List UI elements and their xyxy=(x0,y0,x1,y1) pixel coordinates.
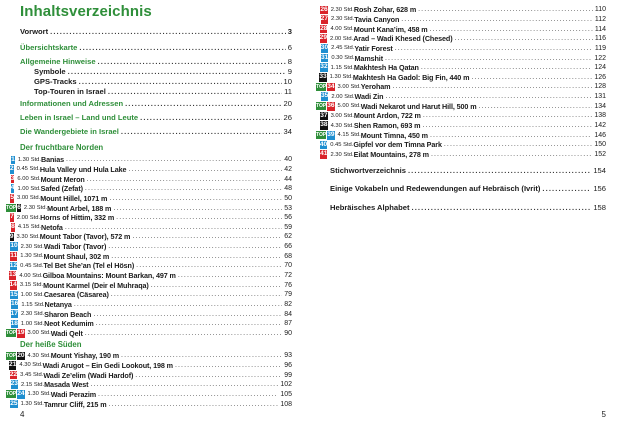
tour-page: 99 xyxy=(284,371,292,379)
right-page xyxy=(314,0,620,423)
tour-number-badge: 12 xyxy=(9,261,18,269)
tour-row-12[interactable] xyxy=(6,261,292,271)
tour-duration: 4.30 Std. xyxy=(330,122,354,129)
tour-row-13[interactable] xyxy=(6,271,292,281)
tour-page: 44 xyxy=(284,175,292,183)
tour-row-24[interactable] xyxy=(6,390,292,400)
tour-number-badge: 27 xyxy=(320,15,329,23)
tour-duration: 3.15 Std. xyxy=(19,282,44,289)
dot-leader xyxy=(385,93,592,100)
tour-page: 62 xyxy=(284,233,292,241)
dot-leader xyxy=(385,55,592,62)
dot-leader xyxy=(421,64,592,71)
tour-row-22[interactable] xyxy=(6,370,292,380)
tour-name: Mount Arbel, 188 m xyxy=(47,203,112,213)
tour-duration: 5.00 Std. xyxy=(337,103,361,110)
tour-page: 72 xyxy=(284,272,292,280)
dot-leader xyxy=(93,311,282,318)
tour-page: 50 xyxy=(284,194,292,202)
tour-number-badge: 25 xyxy=(10,399,18,407)
dot-leader xyxy=(422,122,592,129)
tour-page: 114 xyxy=(594,25,606,33)
toc-entry-gps-tracks[interactable]: GPS-Tracks ..... 10 xyxy=(34,77,292,87)
top-badge: TOP xyxy=(316,83,327,90)
tour-duration: 1.00 Std. xyxy=(17,185,41,192)
tour-number-badge: 35 xyxy=(320,92,329,100)
tour-number-badge: 15 xyxy=(10,290,18,298)
tour-number-badge: 33 xyxy=(319,73,327,81)
tour-duration: 2.15 Std. xyxy=(20,381,45,388)
dot-leader xyxy=(111,291,282,298)
tour-name: Gipfel vor dem Timna Park xyxy=(353,140,442,150)
dot-leader xyxy=(430,26,593,33)
tour-row-35[interactable] xyxy=(316,92,606,102)
tour-number-badge: 32 xyxy=(320,63,328,71)
tour-page: 105 xyxy=(280,390,292,398)
tour-name: Wadi Nekarot und Harut Hill, 500 m xyxy=(360,101,477,111)
tour-duration: 0.45 Std. xyxy=(330,141,354,148)
tour-name: Mamshit xyxy=(354,53,383,63)
tour-page: 112 xyxy=(594,15,606,23)
dot-leader xyxy=(444,141,592,148)
tour-duration: 2.00 Std. xyxy=(331,93,355,100)
tour-name: Wadi Arugot – Ein Gedi Lookout, 198 m xyxy=(42,360,173,370)
tour-duration: 1.30 Std. xyxy=(20,253,44,260)
tour-number-badge: 24 xyxy=(17,390,25,398)
tour-duration: 1.00 Std. xyxy=(20,291,44,298)
tour-row-5[interactable] xyxy=(6,194,292,204)
tour-number-badge: 14 xyxy=(9,280,17,288)
tour-duration: 1.15 Std. xyxy=(330,64,354,71)
tour-row-9[interactable] xyxy=(6,232,292,242)
tour-row-37[interactable] xyxy=(316,111,606,121)
tour-row-36[interactable] xyxy=(316,102,606,112)
tour-row-38[interactable] xyxy=(316,121,606,131)
tour-duration: 3.00 Std. xyxy=(330,112,354,119)
dot-leader xyxy=(108,243,282,250)
left-page xyxy=(0,0,306,423)
tour-name: Mount Ardon, 722 m xyxy=(353,111,421,121)
tour-duration: 3.00 Std. xyxy=(337,83,361,90)
tour-page: 82 xyxy=(284,301,292,309)
tour-row-27[interactable] xyxy=(316,15,606,25)
tour-row-18[interactable] xyxy=(6,319,292,329)
tour-number-badge: 1 xyxy=(11,155,15,163)
dot-leader xyxy=(423,112,592,119)
tour-number-badge: 38 xyxy=(320,121,328,129)
dot-leader xyxy=(108,401,278,408)
tour-row-17[interactable] xyxy=(6,309,292,319)
tour-duration: 4.15 Std. xyxy=(337,132,361,139)
tour-page: 59 xyxy=(284,223,292,231)
tour-row-34[interactable] xyxy=(316,82,606,92)
tour-name: Tamrur Cliff, 215 m xyxy=(43,399,107,409)
tour-duration: 3.45 Std. xyxy=(20,372,44,379)
tour-duration: 1.15 Std. xyxy=(21,301,45,308)
tour-row-7[interactable] xyxy=(6,213,292,223)
tour-row-8[interactable] xyxy=(6,223,292,233)
tour-number-badge: 10 xyxy=(10,242,18,250)
tour-page: 48 xyxy=(284,185,292,193)
tour-page: 102 xyxy=(280,381,292,389)
tour-number-badge: 26 xyxy=(320,5,328,13)
tour-name: Wadi Zin xyxy=(354,92,384,102)
tour-number-badge: 40 xyxy=(319,140,328,148)
tour-row-26[interactable] xyxy=(316,5,606,15)
tour-number-badge: 7 xyxy=(10,213,14,221)
dot-leader xyxy=(85,330,282,337)
tour-row-29[interactable] xyxy=(316,34,606,44)
tour-row-11[interactable] xyxy=(6,252,292,262)
tour-page: 68 xyxy=(284,252,292,260)
page-number-right: 5 xyxy=(601,410,606,419)
tour-page: 142 xyxy=(594,122,606,130)
tour-duration: 4.15 Std. xyxy=(17,224,42,231)
dot-leader xyxy=(455,35,593,42)
dot-leader xyxy=(136,262,282,269)
tour-name: Wadi Qelt xyxy=(50,328,83,338)
dot-leader xyxy=(87,176,283,183)
tour-duration: 1.30 Std. xyxy=(20,401,44,408)
tour-page: 93 xyxy=(284,352,292,360)
tour-duration: 6.00 Std. xyxy=(17,176,41,183)
tour-number-badge: 19 xyxy=(17,329,25,337)
tour-page: 116 xyxy=(594,35,606,43)
tour-number-badge: 36 xyxy=(327,102,335,109)
page-gutter xyxy=(306,0,314,423)
dot-leader xyxy=(132,233,282,240)
tour-name: Wadi Ze’elim (Wadi Hardof) xyxy=(43,370,134,380)
tour-number-badge: 8 xyxy=(11,223,15,231)
dot-leader xyxy=(418,6,593,13)
tour-number-badge: 41 xyxy=(320,150,328,158)
tour-page: 96 xyxy=(284,361,292,369)
top-badge: TOP xyxy=(6,352,17,359)
tour-number-badge: 2 xyxy=(9,165,14,173)
tour-page: 152 xyxy=(594,151,606,159)
tour-duration: 3.00 Std. xyxy=(27,330,51,337)
tour-name: Mount Timna, 450 m xyxy=(360,130,428,140)
dot-leader xyxy=(471,74,592,81)
tour-number-badge: 34 xyxy=(327,82,335,90)
tour-name: Rosh Zohar, 628 m xyxy=(353,5,417,15)
top-badge: TOP xyxy=(6,330,17,337)
top-badge: TOP xyxy=(6,205,17,212)
dot-leader xyxy=(113,205,282,212)
tour-page: 119 xyxy=(594,44,606,52)
dot-leader xyxy=(401,16,593,23)
toc-entry-leben-in-israel[interactable]: Leben in Israel – Land und Leute ..... 26 xyxy=(20,113,292,123)
tour-number-badge: 16 xyxy=(10,300,19,308)
tour-duration: 2.45 Std. xyxy=(331,45,355,52)
dot-leader xyxy=(85,185,282,192)
toc-entry-stichwortverzeichnis[interactable]: Stichwortverzeichnis ..... 154 xyxy=(330,166,606,176)
tour-row-23[interactable] xyxy=(6,380,292,390)
tour-name: Mount Tabor (Tavor), 572 m xyxy=(39,232,131,242)
toc-entry-alphabet[interactable]: Hebräisches Alphabet ..... 158 xyxy=(330,203,606,213)
tour-number-badge: 9 xyxy=(9,232,14,240)
dot-leader xyxy=(479,103,593,110)
toc-entry-informationen[interactable]: Informationen und Adressen ..... 20 xyxy=(20,99,292,109)
tour-number-badge: 29 xyxy=(319,34,327,42)
dot-leader xyxy=(151,282,283,289)
dot-leader xyxy=(178,272,282,279)
tour-name: Eilat Mountains, 278 m xyxy=(353,150,429,160)
tour-duration: 2.00 Std. xyxy=(330,35,354,42)
tour-name: Caesarea (Cäsarea) xyxy=(43,290,109,300)
top-badge: TOP xyxy=(316,103,327,110)
tour-number-badge: 21 xyxy=(9,361,17,369)
tour-row-15[interactable] xyxy=(6,290,292,300)
tour-number-badge: 30 xyxy=(320,44,329,52)
tour-row-40[interactable] xyxy=(316,140,606,150)
tour-name: Mount Karmel (Deir el Muhraqa) xyxy=(43,280,149,290)
tour-row-31[interactable] xyxy=(316,53,606,63)
tour-row-1[interactable] xyxy=(6,155,292,165)
tour-number-badge: 13 xyxy=(9,271,17,279)
dot-leader xyxy=(392,83,592,90)
tour-page: 146 xyxy=(594,131,606,139)
tour-duration: 4.30 Std. xyxy=(27,352,51,359)
tour-name: Tavia Canyon xyxy=(354,14,400,24)
tour-name: Gilboa Mountains: Mount Barkan, 497 m xyxy=(42,271,176,281)
tour-duration: 3.00 Std. xyxy=(16,195,41,202)
tour-name: Yatir Forest xyxy=(354,43,393,53)
tour-row-25[interactable] xyxy=(6,399,292,409)
tour-name: Safed (Zefat) xyxy=(40,184,83,194)
tour-duration: 2.30 Std. xyxy=(20,311,45,318)
tour-row-14[interactable] xyxy=(6,280,292,290)
tour-page: 79 xyxy=(284,291,292,299)
toc-entry-vorwort[interactable]: Vorwort ..... 3 xyxy=(20,27,292,37)
tour-number-badge: 11 xyxy=(10,252,18,259)
tour-duration: 1.30 Std. xyxy=(329,74,353,81)
tour-duration: 1.00 Std. xyxy=(20,320,45,327)
tour-page: 40 xyxy=(284,156,292,164)
dot-leader xyxy=(96,320,283,327)
tour-row-33[interactable] xyxy=(316,73,606,83)
dot-leader xyxy=(135,372,282,379)
tour-name: Makhtesh Ha Gadol: Big Fin, 440 m xyxy=(352,72,470,82)
tour-name: Masada West xyxy=(44,380,89,390)
tour-duration: 2.00 Std. xyxy=(16,214,41,221)
tour-number-badge: 17 xyxy=(10,309,18,317)
tour-name: Mount Kana’im, 458 m xyxy=(353,24,428,34)
tour-page: 122 xyxy=(594,54,606,62)
tour-row-4[interactable] xyxy=(6,184,292,194)
tour-name: Sharon Beach xyxy=(44,309,92,319)
dot-leader xyxy=(74,301,282,308)
tour-name: Makhtesh Ha Qatan xyxy=(353,63,419,73)
tour-page: 124 xyxy=(594,64,606,72)
tour-name: Banias xyxy=(41,155,65,165)
tour-number-badge: 5 xyxy=(10,194,14,202)
tour-duration: 2.30 Std. xyxy=(330,6,354,13)
toc-entry-wandergebiete[interactable]: Die Wandergebiete in Israel ..... 34 xyxy=(20,127,292,137)
tour-row-39[interactable] xyxy=(316,130,606,140)
tour-name: Netofa xyxy=(41,222,63,232)
dot-leader xyxy=(65,224,282,231)
tour-page: 128 xyxy=(594,83,606,91)
dot-leader xyxy=(128,166,282,173)
tour-name: Wadi Tabor (Tavor) xyxy=(43,242,107,252)
tour-number-badge: 22 xyxy=(9,370,18,378)
dot-leader xyxy=(116,214,282,221)
tour-row-21[interactable] xyxy=(6,361,292,371)
tour-number-badge: 6 xyxy=(17,203,21,211)
tour-row-19[interactable] xyxy=(6,329,292,339)
tour-duration: 2.30 Std. xyxy=(331,16,355,23)
dot-leader xyxy=(431,151,592,158)
tour-number-badge: 39 xyxy=(327,130,335,138)
toc-entry-symbole[interactable]: Symbole ..... 9 xyxy=(34,67,292,77)
tour-name: Horns of Hittim, 332 m xyxy=(40,213,115,223)
tour-name: Yeroham xyxy=(360,82,391,92)
toc-title: Inhaltsverzeichnis xyxy=(20,3,152,20)
top-badge: TOP xyxy=(6,391,17,398)
tour-page: 134 xyxy=(594,102,606,110)
tour-duration: 3.30 Std. xyxy=(16,233,40,240)
tour-name: Hula Valley und Hula Lake xyxy=(39,164,127,174)
dot-leader xyxy=(121,352,282,359)
tour-page: 87 xyxy=(284,320,292,328)
tour-page: 66 xyxy=(284,243,292,251)
toc-entry-top-touren[interactable]: Top-Touren in Israel ..... 11 xyxy=(34,87,292,97)
tour-page: 42 xyxy=(284,165,292,173)
tour-duration: 4.30 Std. xyxy=(19,362,43,369)
tour-name: Tel Bet She’an (Tel el Hösn) xyxy=(43,261,135,271)
page-number-left: 4 xyxy=(20,410,25,419)
tour-page: 70 xyxy=(284,262,292,270)
dot-leader xyxy=(175,362,282,369)
tour-name: Netanya xyxy=(44,300,72,310)
tour-number-badge: 37 xyxy=(320,111,328,119)
tour-number-badge: 23 xyxy=(10,380,18,388)
tour-page: 126 xyxy=(594,73,606,81)
tour-page: 110 xyxy=(594,6,606,14)
section-heading-norden: Der fruchtbare Norden xyxy=(20,143,104,152)
tour-duration: 0.45 Std. xyxy=(20,262,44,269)
dot-leader xyxy=(109,195,282,202)
tour-name: Shen Ramon, 693 m xyxy=(353,121,421,131)
tour-name: Mount Meron xyxy=(40,174,85,184)
dot-leader xyxy=(395,45,593,52)
tour-name: Arad – Wadi Khesed (Chesed) xyxy=(353,34,453,44)
tour-row-28[interactable] xyxy=(316,24,606,34)
tour-page: 56 xyxy=(284,214,292,222)
toc-entry-vokabeln[interactable]: Einige Vokabeln und Redewendungen auf Hebräisch (Ivrit) ..... 156 xyxy=(330,184,606,194)
tour-name: Wadi Perazim xyxy=(50,389,97,399)
tour-page: 131 xyxy=(594,93,606,101)
dot-leader xyxy=(66,156,282,163)
tour-row-10[interactable] xyxy=(6,242,292,252)
tour-page: 138 xyxy=(594,112,606,120)
tour-duration: 0.30 Std. xyxy=(331,55,355,62)
tour-page: 108 xyxy=(280,400,292,408)
tour-duration: 4.00 Std. xyxy=(19,272,43,279)
tour-page: 150 xyxy=(594,141,606,149)
tour-number-badge: 3 xyxy=(10,174,15,182)
tour-number-badge: 4 xyxy=(10,184,15,192)
tour-number-badge: 28 xyxy=(320,24,328,32)
tour-duration: 2.30 Std. xyxy=(20,243,44,250)
tour-duration: 1.30 Std. xyxy=(27,391,51,398)
tour-row-6[interactable] xyxy=(6,203,292,213)
tour-number-badge: 20 xyxy=(17,351,25,359)
tour-page: 84 xyxy=(284,310,292,318)
tour-name: Neot Kedumim xyxy=(44,319,94,329)
tour-name: Mount Yishay, 190 m xyxy=(50,351,120,361)
section-heading-sueden: Der heiße Süden xyxy=(20,340,82,349)
tour-duration: 4.00 Std. xyxy=(330,26,354,33)
tour-name: Mount Hillel, 1071 m xyxy=(40,193,108,203)
tour-row-30[interactable] xyxy=(316,44,606,54)
dot-leader xyxy=(98,391,278,398)
dot-leader xyxy=(111,253,282,260)
tour-row-41[interactable] xyxy=(316,150,606,160)
toc-entry-allgemeine-hinweise[interactable]: Allgemeine Hinweise ..... 8 xyxy=(20,57,292,67)
tour-number-badge: 18 xyxy=(10,319,18,327)
tour-name: Mount Shaul, 302 m xyxy=(43,251,110,261)
tour-row-3[interactable] xyxy=(6,174,292,184)
tour-row-2[interactable] xyxy=(6,165,292,175)
toc-entry-uebersichtskarte[interactable]: Übersichtskarte ..... 6 xyxy=(20,43,292,53)
tour-page: 76 xyxy=(284,281,292,289)
tour-page: 90 xyxy=(284,329,292,337)
tour-duration: 0.45 Std. xyxy=(16,166,40,173)
tour-duration: 1.30 Std. xyxy=(17,156,42,163)
dot-leader xyxy=(90,381,278,388)
dot-leader xyxy=(430,132,592,139)
tour-row-20[interactable] xyxy=(6,351,292,361)
tour-duration: 2.30 Std. xyxy=(330,151,354,158)
top-badge: TOP xyxy=(316,132,327,139)
tour-row-16[interactable] xyxy=(6,300,292,310)
tour-page: 53 xyxy=(284,204,292,212)
tour-row-32[interactable] xyxy=(316,63,606,73)
tour-number-badge: 31 xyxy=(320,53,329,61)
tour-duration: 2.30 Std. xyxy=(23,205,48,212)
